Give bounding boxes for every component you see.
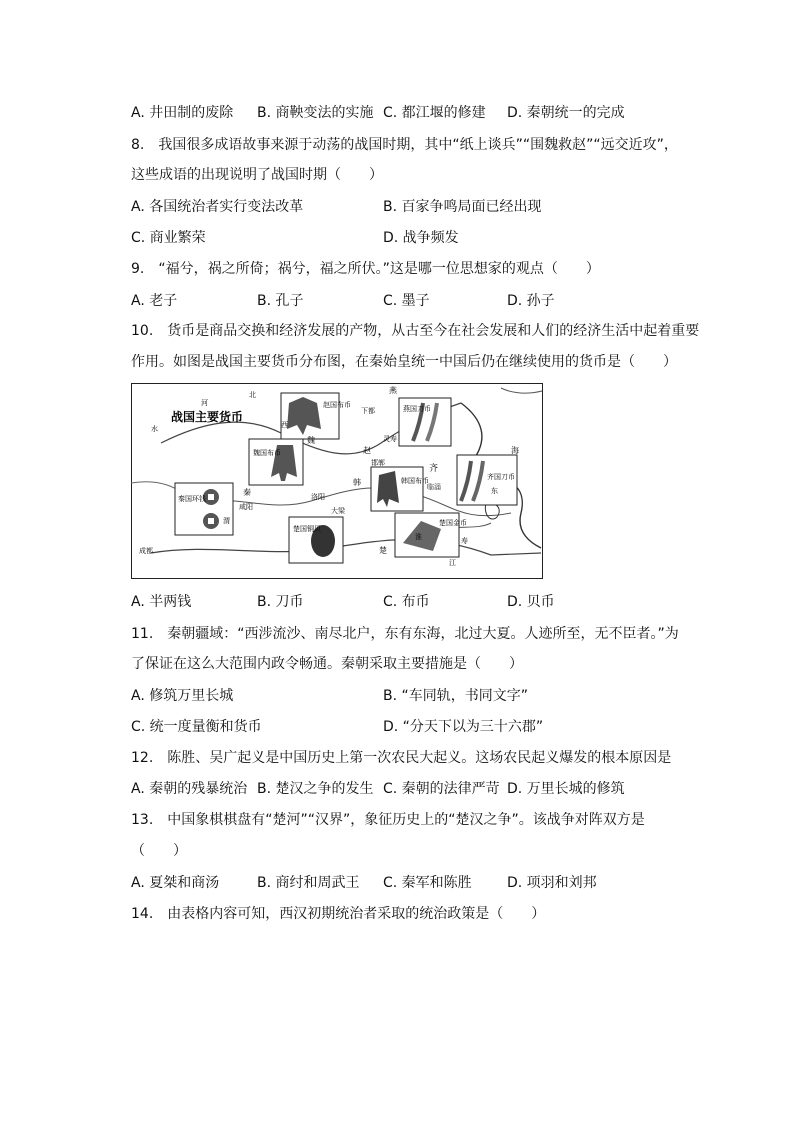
label-jiang: 江	[449, 559, 456, 567]
box-yan-label: 燕国刀币	[403, 405, 431, 413]
q11-option-b: B. “车同轨，书同文字”	[383, 688, 529, 704]
label-xiadu: 下都	[361, 407, 375, 415]
box-zhao-label: 赵国布币	[323, 401, 351, 409]
q11-stem-line2: 了保证在这么大范围内政令畅通。秦朝采取主要措施是（ ）	[131, 656, 523, 672]
label-wei-river: 渭	[223, 517, 230, 525]
box-wei-coin	[249, 439, 303, 485]
box-qi-label: 齐国刀币	[487, 473, 515, 481]
box-qin-coin	[175, 483, 233, 535]
label-shou: 寿	[461, 537, 468, 545]
q9-option-d: D. 孙子	[507, 293, 555, 309]
q9-option-c: C. 墨子	[383, 293, 430, 309]
q10-stem-line1: 10. 货币是商品交换和经济发展的产物，从古至今在社会发展和人们的经济生活中起着重要	[131, 323, 700, 339]
label-bei: 北	[249, 391, 256, 399]
box-han-coin	[371, 467, 429, 511]
q11-option-a: A. 修筑万里长城	[131, 688, 234, 704]
q8-stem-line2: 这些成语的出现说明了战国时期（ ）	[131, 167, 383, 183]
map-title-1: 战国主要货币	[171, 410, 244, 424]
label-huai: 淮	[415, 533, 422, 541]
q10-option-d: D. 贝币	[507, 594, 555, 610]
label-chengdu: 成都	[139, 547, 153, 555]
label-handan: 邯郸	[371, 459, 385, 467]
label-qin: 秦	[243, 488, 251, 497]
label-qi: 齐	[429, 464, 439, 474]
box-yan-coin	[399, 398, 451, 446]
q10-option-c: C. 布币	[383, 594, 430, 610]
q7-option-a: A. 井田制的废除	[131, 105, 234, 121]
q13-stem-line2: （ ）	[131, 843, 187, 859]
q7-option-b: B. 商鞅变法的实施	[257, 105, 374, 121]
label-linzi: 临淄	[427, 483, 441, 491]
box-chu-jin-label: 楚国金币	[439, 519, 467, 527]
q9-option-b: B. 孔子	[257, 293, 304, 309]
q13-option-d: D. 项羽和刘邦	[507, 875, 597, 891]
label-han: 韩	[353, 478, 361, 487]
box-qi-coin	[457, 455, 517, 505]
label-wei: 魏	[307, 436, 315, 445]
q8-option-d: D. 战争频发	[383, 230, 459, 246]
label-shui: 水	[151, 425, 158, 433]
box-han-label: 韩国布币	[401, 477, 429, 485]
q9-option-a: A. 老子	[131, 293, 178, 309]
q10-option-a: A. 半两钱	[131, 594, 192, 610]
box-wei-label: 魏国布币	[253, 449, 281, 457]
q8-option-c: C. 商业繁荣	[131, 230, 206, 246]
q7-option-c: C. 都江堰的修建	[383, 105, 486, 121]
q12-option-a: A. 秦朝的残暴统治	[131, 781, 248, 797]
q13-stem-line1: 13. 中国象棋棋盘有“楚河”“汉界”，象征历史上的“楚汉之争”。该战争对阵双方是	[131, 812, 645, 828]
q8-option-a: A. 各国统治者实行变法改革	[131, 199, 304, 215]
q9-stem: 9. “福兮，祸之所倚；祸兮，福之所伏。”这是哪一位思想家的观点（ ）	[131, 261, 600, 277]
label-luoyang: 洛阳	[311, 493, 325, 501]
q14-stem: 14. 由表格内容可知，西汉初期统治者采取的统治政策是（ ）	[131, 906, 546, 922]
q7-option-d: D. 秦朝统一的完成	[507, 105, 625, 121]
box-chu-bei-label: 楚国铜贝	[293, 525, 321, 533]
q8-stem-line1: 8. 我国很多成语故事来源于动荡的战国时期，其中“纸上谈兵”“围魏救赵”“远交近攻”，	[131, 137, 678, 153]
label-hai: 海	[511, 446, 519, 455]
q11-option-d: D. “分天下以为三十六郡”	[383, 719, 544, 735]
q11-stem-line1: 11. 秦朝疆域：“西涉流沙、南尽北户，东有东海，北过大夏。人迹所至，无不臣者。”为	[131, 626, 679, 642]
box-chu-bei-coin	[289, 517, 343, 563]
label-yan: 燕	[389, 386, 397, 395]
q12-option-d: D. 万里长城的修筑	[507, 781, 625, 797]
label-dong: 东	[491, 487, 498, 495]
label-lingshou: 灵寿	[383, 435, 397, 443]
label-daliang: 大梁	[331, 507, 345, 515]
box-chu-jin-coin	[395, 513, 467, 557]
q11-option-c: C. 统一度量衡和货币	[131, 719, 262, 735]
q13-option-c: C. 秦军和陈胜	[383, 875, 472, 891]
box-qin-label: 秦国环钱	[178, 495, 206, 503]
q8-option-b: B. 百家争鸣局面已经出现	[383, 199, 542, 215]
q13-option-a: A. 夏桀和商汤	[131, 875, 220, 891]
q12-option-c: C. 秦朝的法律严苛	[383, 781, 500, 797]
q12-option-b: B. 楚汉之争的发生	[257, 781, 374, 797]
label-chu: 楚	[379, 546, 387, 555]
label-xianyang: 咸阳	[239, 503, 253, 511]
q10-option-b: B. 刀币	[257, 594, 304, 610]
label-xi: 西	[281, 421, 288, 429]
q12-stem: 12. 陈胜、吴广起义是中国历史上第一次农民大起义。这场农民起义爆发的根本原因是	[131, 750, 672, 766]
label-he: 河	[201, 399, 208, 407]
label-zhao: 赵	[363, 446, 371, 455]
q13-option-b: B. 商纣和周武王	[257, 875, 360, 891]
warring-states-currency-map	[131, 383, 543, 579]
q10-stem-line2: 作用。如图是战国主要货币分布图，在秦始皇统一中国后仍在继续使用的货币是（ ）	[131, 354, 677, 370]
